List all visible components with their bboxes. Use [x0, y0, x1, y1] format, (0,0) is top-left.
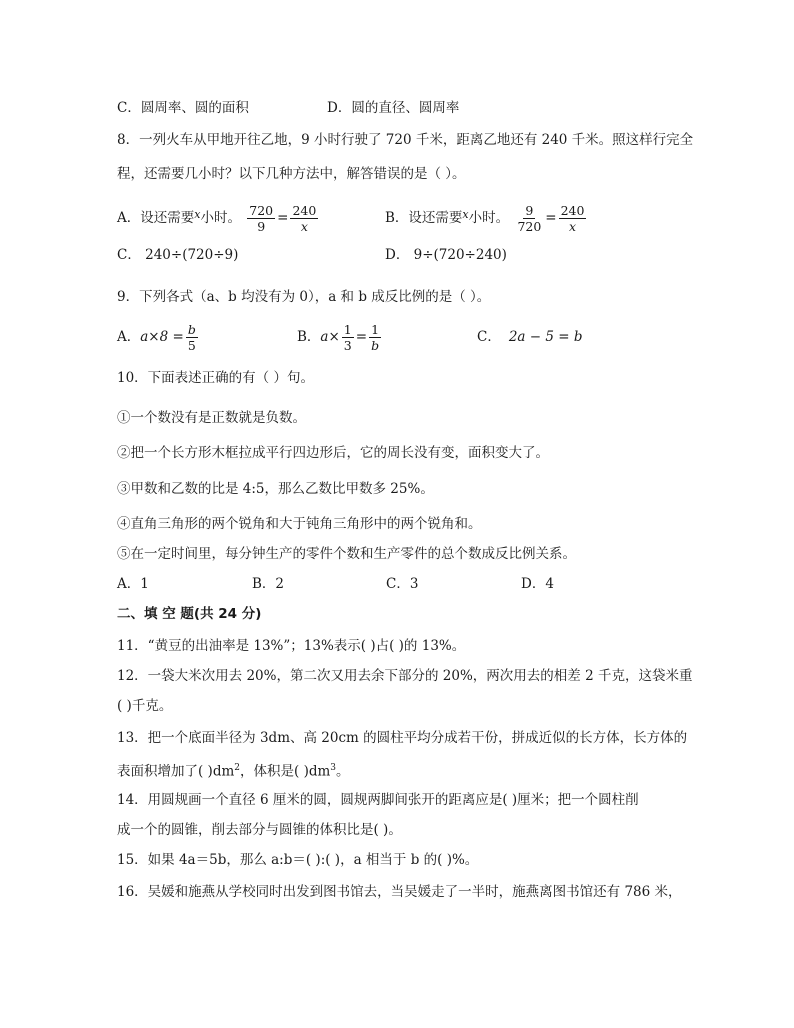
q8-option-b-fraction1 — [515, 203, 543, 234]
denominator: 5 — [187, 338, 196, 353]
numerator: 720 — [249, 203, 274, 218]
section-title: 二、填 空 题(共 24 分) — [117, 606, 262, 622]
q14-line2: 成一个的圆锥，削去部分与圆锥的体积比是( )。 — [117, 822, 402, 838]
q8-option-b-label: B．设还需要 — [385, 210, 463, 226]
q10-stem: 10．下面表述正确的有（ ）句。 — [117, 370, 314, 386]
numerator: 1 — [343, 322, 352, 337]
q8-option-a-mid: 小时。 — [200, 210, 241, 226]
q7-option-c: C．圆周率、圆的面积 — [117, 100, 249, 116]
q12-line1: 12．一袋大米次用去 20%，第二次又用去余下部分的 20%，两次用去的相差 2 千克，这袋米重 — [117, 668, 693, 684]
q8-option-b-fraction2 — [559, 203, 587, 234]
cubed-exponent: 3 — [330, 763, 337, 773]
q8-option-d: D． 9÷(720÷240) — [385, 247, 507, 263]
q12-line2: ( )千克。 — [117, 698, 173, 714]
q8-option-a-fraction2 — [290, 203, 318, 234]
denominator: 720 — [517, 219, 542, 234]
q8-option-c: C． 240÷(720÷9) — [117, 247, 239, 263]
q10-option-b: B．2 — [252, 576, 285, 592]
q9-option-a — [117, 320, 200, 354]
q10-statement-1: ①一个数没有是正数就是负数。 — [117, 410, 306, 426]
q14-line1: 14．用圆规画一个直径 6 厘米的圆，圆规两脚间张开的距离应是( )厘米；把一个圆柱削 — [117, 792, 639, 808]
q8-option-a-var: x — [194, 208, 201, 221]
q10-option-d: D．4 — [521, 576, 554, 592]
q13-volume-blank: ，体积是( )dm — [240, 763, 331, 780]
q9-option-c-expr: 2a − 5 = b — [508, 329, 583, 345]
q13-line1: 13．把一个底面半径为 3dm、高 20cm 的圆柱平均分成若干份，拼成近似的长方体，长方体的 — [117, 730, 688, 746]
denominator: 9 — [257, 219, 266, 234]
q13-area-blank: 表面积增加了( )dm — [117, 763, 235, 780]
q10-statement-4: ④直角三角形的两个锐角和大于钝角三角形中的两个锐角和。 — [117, 516, 482, 532]
numerator: b — [187, 322, 196, 337]
numerator: 1 — [371, 322, 380, 337]
denominator: b — [371, 338, 380, 353]
q9-option-b-lhs: a× — [320, 329, 340, 345]
denominator: x — [569, 219, 577, 234]
q8-option-b-mid: 小时。 — [468, 210, 510, 226]
q10-statement-3: ③甲数和乙数的比是 4:5，那么乙数比甲数多 25%。 — [117, 481, 434, 497]
q9-option-b-fraction1 — [342, 322, 354, 353]
q10-option-c: C．3 — [386, 576, 419, 592]
q8-option-a-label: A．设还需要 — [117, 210, 195, 226]
equals-sign: = — [545, 210, 557, 226]
q8-option-a — [117, 200, 320, 234]
q9-option-a-fraction — [186, 322, 198, 353]
denominator: x — [300, 219, 308, 234]
q10-option-a: A．1 — [117, 576, 149, 592]
squared-exponent: 2 — [234, 763, 241, 773]
q10-statement-5: ⑤在一定时间里，每分钟生产的零件个数和生产零件的总个数成反比例关系。 — [117, 546, 576, 562]
q15-text: 15．如果 4a＝5b，那么 a:b＝( ):( )，a 相当于 b 的( )%。 — [117, 852, 479, 868]
q16-text: 16．吴媛和施燕从学校同时出发到图书馆去，当吴媛走了一半时，施燕离图书馆还有 786 米， — [117, 884, 682, 900]
q10-statement-2: ②把一个长方形木框拉成平行四边形后，它的周长没有变，面积变大了。 — [117, 445, 549, 461]
q13-end: 。 — [336, 763, 350, 780]
q11-text: 11．“黄豆的出油率是 13%”；13%表示( )占( )的 13%。 — [117, 638, 466, 654]
q9-option-a-label: A． — [117, 329, 141, 345]
q9-option-a-lhs: a×8 = — [140, 329, 184, 345]
q13-line2 — [117, 758, 350, 782]
equals-sign: = — [277, 210, 289, 226]
q9-option-c — [477, 327, 583, 347]
q9-stem: 9．下列各式（a、b 均没有为 0），a 和 b 成反比例的是（ ）。 — [117, 289, 491, 305]
numerator: 240 — [560, 203, 585, 218]
q9-option-c-label: C． — [477, 329, 501, 345]
q9-option-b-fraction2 — [369, 322, 381, 353]
q9-option-b-label: B． — [297, 329, 321, 345]
equals-sign: = — [355, 329, 368, 345]
numerator: 240 — [292, 203, 317, 218]
q8-option-a-fraction1 — [247, 203, 275, 234]
q7-option-d: D．圆的直径、圆周率 — [327, 100, 460, 116]
q9-option-b — [297, 320, 383, 354]
denominator: 3 — [343, 338, 352, 353]
numerator: 9 — [525, 203, 534, 218]
q8-option-b-var: x — [462, 208, 469, 221]
q8-option-b — [385, 200, 588, 234]
q8-stem-line2: 程，还需要几小时？以下几种方法中，解答错误的是（ ）。 — [117, 166, 466, 182]
q8-stem-line1: 8．一列火车从甲地开往乙地，9 小时行驶了 720 千米，距离乙地还有 240 千米。照这样行完全 — [117, 132, 694, 148]
